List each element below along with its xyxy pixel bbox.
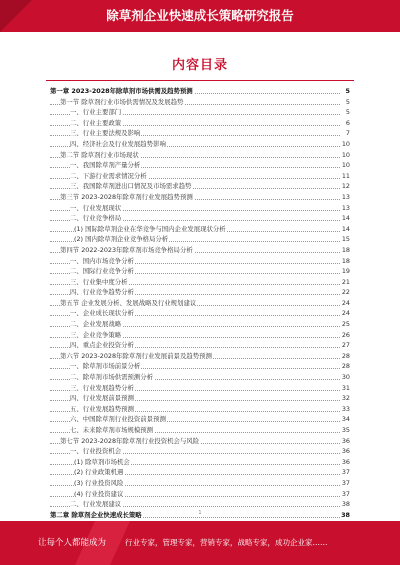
toc-entry-title: 第二章 除草剂企业快速成长策略 <box>50 510 142 519</box>
toc-entry-title: (2) 行业政策机遇 <box>74 468 124 477</box>
toc-entry-title: (2) 国内除草剂企业竞争格局分析 <box>74 235 169 244</box>
toc-entry-page: 38 <box>341 510 350 519</box>
toc-entry[interactable] <box>50 287 350 298</box>
toc-entry-page: 37 <box>341 478 350 487</box>
toc-entry[interactable] <box>50 361 350 372</box>
toc-entry-title: 一、国内市场竞争分析 <box>70 256 134 265</box>
toc-entry-page: 26 <box>341 330 350 339</box>
toc-entry-page: 13 <box>341 192 350 201</box>
toc-entry[interactable] <box>50 192 350 203</box>
toc-entry-page: 34 <box>341 415 350 424</box>
toc-entry[interactable] <box>50 256 350 267</box>
toc-entry-title: 第三节 2023-2028年除草剂行业发展趋势预测 <box>60 192 193 201</box>
toc-entry-page: 13 <box>341 203 350 212</box>
toc-entry[interactable] <box>50 446 350 457</box>
toc-entry[interactable] <box>50 277 350 288</box>
toc-entry-page: 10 <box>341 150 350 159</box>
toc-entry-title: 四、行业发展前景预测 <box>70 394 134 403</box>
report-title: 除草剂企业快速成长策略研究报告 <box>106 8 294 23</box>
toc-entry[interactable] <box>50 467 350 478</box>
toc-entry-page: 25 <box>341 320 350 329</box>
toc-entry[interactable] <box>50 234 350 245</box>
toc-entry-page: 7 <box>345 129 350 138</box>
toc-entry[interactable] <box>50 478 350 489</box>
toc-entry-title: 第一章 2023-2028年除草剂市场供需及趋势预测 <box>50 87 193 95</box>
toc-entry-page: 24 <box>341 309 350 318</box>
toc-heading: 内容目录 <box>171 58 228 73</box>
toc-entry-page: 18 <box>341 256 350 265</box>
toc-entry-title: 三、我国除草剂进出口情况及市场需求趋势 <box>70 182 192 191</box>
toc-entry[interactable] <box>50 457 350 468</box>
toc-entry[interactable] <box>50 266 350 277</box>
toc-entry-title: 一、企业成长现状分析 <box>70 309 134 318</box>
toc-entry-page: 5 <box>345 108 350 117</box>
toc-entry-page: 33 <box>341 404 350 413</box>
toc-entry[interactable] <box>50 86 350 97</box>
toc-entry-title: 二、国际行业竞争分析 <box>70 267 134 276</box>
toc-entry[interactable] <box>50 425 350 436</box>
toc-divider <box>46 80 354 81</box>
toc-entry-title: 五、行业发展趋势预测 <box>70 404 134 413</box>
toc-entry-title: 二、下游行业需求情况分析 <box>70 171 147 180</box>
toc-entry[interactable] <box>50 245 350 256</box>
toc-entry-title: 二、除草剂市场供需预测分析 <box>70 373 154 382</box>
toc-entry-title: 四、重点企业投资分析 <box>70 341 134 350</box>
toc-entry-title: 第七节 2023-2028年除草剂行业投资机会与风险 <box>60 436 200 445</box>
toc-entry-page: 27 <box>341 341 350 350</box>
toc-entry-title: 一、我国除草剂产量分析 <box>70 161 141 170</box>
toc-entry-title: (4) 行业投资建议 <box>74 489 124 498</box>
toc-entry-title: 第五节 企业发展分析、发展战略及行业规划建议 <box>60 298 197 307</box>
toc-entry-title: 三、企业竞争策略 <box>70 330 122 339</box>
toc-entry[interactable] <box>50 298 350 309</box>
toc-entry[interactable] <box>50 203 350 214</box>
toc-entry-page: 38 <box>341 500 350 509</box>
toc-entry[interactable] <box>50 351 350 362</box>
toc-entry[interactable] <box>50 181 350 192</box>
toc-entry-page: 6 <box>345 118 350 127</box>
toc-entry-title: 二、企业发展战略 <box>70 320 122 329</box>
toc-entry-page: 11 <box>341 171 350 180</box>
toc-entry[interactable] <box>50 224 350 235</box>
toc-entry-title: 二、行业发展建议 <box>70 500 122 509</box>
toc-entry-title: 三、行业主要法规及影响 <box>70 129 141 138</box>
toc-entry[interactable] <box>50 107 350 118</box>
toc-entry[interactable] <box>50 330 350 341</box>
toc-entry-page: 10 <box>341 161 350 170</box>
toc-entry-title: 七、未来除草剂市场规模预测 <box>70 426 154 434</box>
toc-entry-page: 14 <box>341 224 350 233</box>
toc-entry-title: 四、经济社会及行业发展趋势影响 <box>70 139 166 148</box>
toc-entry-page: 28 <box>341 351 350 360</box>
toc-entry-page: 24 <box>341 298 350 307</box>
toc-entry-title: 四、行业竞争趋势分析 <box>70 288 134 297</box>
toc-entry[interactable] <box>50 436 350 447</box>
toc-entry-page: 36 <box>341 457 350 466</box>
toc-entry[interactable] <box>50 372 350 383</box>
toc-entry[interactable] <box>50 308 350 319</box>
toc-entry-page: 32 <box>341 394 350 403</box>
toc-entry[interactable] <box>50 118 350 129</box>
toc-entry-title: 第一节 除草剂行业市场供需情况及发展趋势 <box>60 97 184 106</box>
toc-entry-title: 第四节 2022-2023年除草剂市场竞争格局分析 <box>60 245 193 254</box>
toc-entry[interactable] <box>50 171 350 182</box>
toc-entry-page: 14 <box>341 214 350 223</box>
toc-entry-title: 一、除草剂市场前景分析 <box>70 362 141 371</box>
toc-entry[interactable] <box>50 489 350 500</box>
toc-entry-page: 31 <box>341 383 350 392</box>
toc-entry-page: 5 <box>345 97 350 106</box>
toc-entry[interactable] <box>50 404 350 415</box>
toc-entry-title: (1) 除草剂市场机会 <box>74 457 130 466</box>
toc-entry-title: 一、行业主要部门 <box>70 108 122 117</box>
toc-entry-page: 36 <box>341 447 350 456</box>
toc-entry-title: 一、行业投资机会 <box>70 447 122 456</box>
toc-entry-page: 15 <box>341 235 350 244</box>
toc-entry-title: 六、中国除草剂行业投资前景预测 <box>70 415 166 424</box>
toc-entry[interactable] <box>50 383 350 394</box>
toc-entry-page: 19 <box>341 267 350 276</box>
toc-entry[interactable] <box>50 319 350 330</box>
toc-entry-title: 三、行业集中度分析 <box>70 277 128 286</box>
toc-entry-page: 18 <box>341 245 350 254</box>
toc-entry-title: 第二节 除草剂行业市场现状 <box>60 150 139 159</box>
toc-entry[interactable] <box>50 213 350 224</box>
toc-entry-title: (3) 行业投资风险 <box>74 478 124 487</box>
toc-entry[interactable] <box>50 97 350 108</box>
toc-entry-page: 10 <box>341 139 350 148</box>
header-banner <box>0 0 400 32</box>
toc-entry-page: 36 <box>341 436 350 445</box>
toc-entry-title: 三、行业发展趋势分析 <box>70 383 134 392</box>
toc-entry-page: 30 <box>341 373 350 382</box>
page-number: 1 <box>198 510 202 516</box>
toc-entry-title: 二、行业竞争格局 <box>70 214 122 223</box>
footer-banner <box>0 521 400 565</box>
toc-entry-title: (1) 国际除草剂企业在华竞争与国内企业发展现状分析 <box>74 224 226 233</box>
toc-entry-page: 37 <box>341 489 350 498</box>
footer-slogan: 让每个人都能成为 <box>38 538 107 548</box>
toc-entry[interactable] <box>50 160 350 171</box>
toc-entry-page: 37 <box>341 468 350 477</box>
toc-entry[interactable] <box>50 128 350 139</box>
toc-entry[interactable] <box>50 499 350 510</box>
toc-entry[interactable] <box>50 414 350 425</box>
toc-entry-page: 21 <box>341 277 350 286</box>
toc-entry-page: 12 <box>341 182 350 191</box>
table-of-contents <box>50 86 350 520</box>
toc-entry-page: 5 <box>345 87 350 95</box>
toc-entry-title: 一、行业发展现状 <box>70 203 122 212</box>
toc-entry-title: 第六节 2023-2028年除草剂行业发展前景及趋势预测 <box>60 351 212 360</box>
toc-entry-page: 28 <box>341 362 350 371</box>
toc-entry[interactable] <box>50 393 350 404</box>
toc-entry-page: 22 <box>341 288 350 297</box>
toc-entry-title: 二、行业主要政策 <box>70 118 122 127</box>
footer-tagline: 行业专家，管理专家，营销专家，战略专家，成功企业家…… <box>125 538 328 547</box>
toc-entry-page: 35 <box>341 426 350 434</box>
toc-entry[interactable] <box>50 139 350 150</box>
toc-entry[interactable] <box>50 150 350 161</box>
toc-entry[interactable] <box>50 340 350 351</box>
